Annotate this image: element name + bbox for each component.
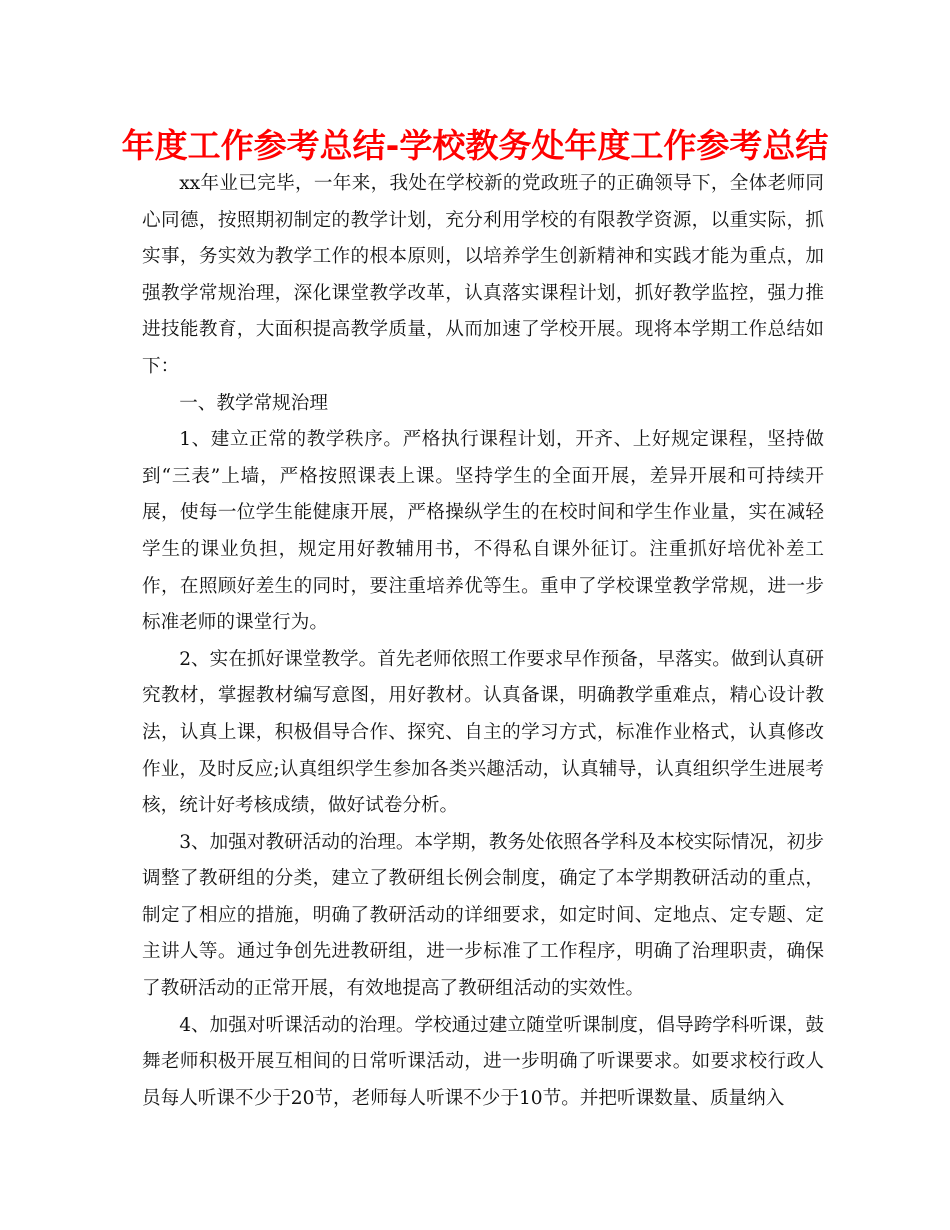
- paragraph-intro: xx年业已完毕，一年来，我处在学校新的党政班子的正确领导下，全体老师同心同德，按照期初制定的教学计划，充分利用学校的有限教学资源，以重实际，抓实事，务实效为教学工作的根本原则，以培养学生创新精神和实践才能为重点，加强教学常规治理，深化课堂教学改革，认真落实课程计划，抓好教学监控，强力推进技能教育，大面积提高教学质量，从而加速了学校开展。现将本学期工作总结如下：: [142, 173, 824, 377]
- section-heading: 一、教学常规治理: [179, 392, 328, 414]
- paragraph-item-3: 3、加强对教研活动的治理。本学期，教务处依照各学科及本校实际情况，初步调整了教研组的分类，建立了教研组长例会制度，确定了本学期教研活动的重点，制定了相应的措施，明确了教研活动的详细要求，如定时间、定地点、定专题、定主讲人等。通过争创先进教研组，进一步标准了工作程序，明确了治理职责，确保了教研活动的正常开展，有效地提高了教研组活动的实效性。: [142, 831, 824, 1000]
- paragraph-item-4: 4、加强对听课活动的治理。学校通过建立随堂听课制度，倡导跨学科听课，鼓舞老师积极开展互相间的日常听课活动，进一步明确了听课要求。如要求校行政人员每人听课不少于20节，老师每人听课不少于10节。并把听课数量、质量纳入: [142, 1014, 824, 1109]
- document-body: [142, 166, 824, 1117]
- paragraph-item-2: 2、实在抓好课堂教学。首先老师依照工作要求早作预备，早落实。做到认真研究教材，掌握教材编写意图，用好教材。认真备课，明确教学重难点，精心设计教法，认真上课，积极倡导合作、探究、自主的学习方式，标准作业格式，认真修改作业，及时反应;认真组织学生参加各类兴趣活动，认真辅导，认真组织学生进展考核，统计好考核成绩，做好试卷分析。: [142, 648, 824, 817]
- paragraph-item-1: 1、建立正常的教学秩序。严格执行课程计划，开齐、上好规定课程，坚持做到“三表”上墙，严格按照课表上课。坚持学生的全面开展，差异开展和可持续开展，使每一位学生能健康开展，严格操纵学生的在校时间和学生作业量，实在减轻学生的课业负担，规定用好教辅用书，不得私自课外征订。注重抓好培优补差工作，在照顾好差生的同时，要注重培养优等生。重申了学校课堂教学常规，进一步标准老师的课堂行为。: [142, 429, 824, 634]
- document-title: 年度工作参考总结-学校教务处年度工作参考总结: [121, 126, 829, 165]
